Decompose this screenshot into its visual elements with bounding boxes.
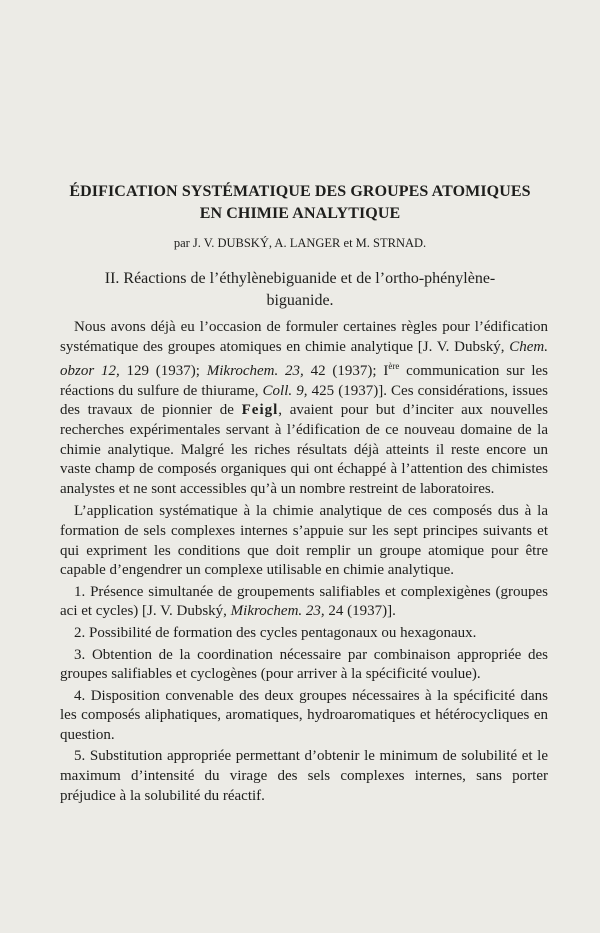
text-run: , avaient pour but d’inciter aux nouvelles recherches expérimentales servant à l’édification de ce nouveau domaine de la chimie analytique. Malgré les riches résultats déjà atteints il reste encore un vaste champ de composés organiques qui ont échappé à l’attention des chimistes analystes et ne sont accessibles qu’à un nombre restreint de laboratoires. — [60, 402, 548, 497]
paragraph-principles-intro: L’application systématique à la chimie analytique de ces composés dus à la formation de sels complexes internes s’appuie sur les sept principes suivants et qui expriment les conditions que doit remplir un groupe atomique pour être capable d’engendrer un complexe utilisable en chimie analytique. — [60, 503, 548, 579]
article-body — [60, 318, 548, 808]
journal-reference: Mikrochem. 23, — [206, 363, 304, 380]
author-name-emphasis: Feigl — [241, 402, 279, 419]
principle-item-5: 5. Substitution appropriée permettant d’obtenir le minimum de solubilité et le maximum d’intensité du virage des sels complexes internes, sans porter préjudice à la solubilité du réactif. — [60, 748, 548, 804]
journal-reference: Chem. obzor 12, — [60, 338, 548, 380]
title-line-2: EN CHIMIE ANALYTIQUE — [199, 205, 401, 222]
text-run: Nous avons déjà eu l’occasion de formuler certaines règles pour l’édification systématique des groupes atomiques en chimie analytique [J. V. Dubský, — [60, 319, 548, 355]
title-line-1: ÉDIFICATION SYSTÉMATIQUE DES GROUPES ATOMIQUES — [69, 183, 531, 200]
subtitle-line-2: biguanide. — [266, 292, 334, 309]
paragraph-intro — [60, 318, 548, 499]
text-run: 24 (1937)]. — [324, 603, 396, 620]
subtitle-line-1: II. Réactions de l’éthylènebiguanide et de l’ortho-phénylène- — [104, 270, 496, 287]
journal-reference: Coll. 9, — [262, 382, 308, 399]
principle-item-2: 2. Possibilité de formation des cycles pentagonaux ou hexagonaux. — [74, 624, 477, 641]
text-run: communication sur les réactions du sulfure de thiurame, — [60, 363, 548, 399]
principle-item-3: 3. Obtention de la coordination nécessaire par combinaison appropriée des groupes salifiables et cyclogènes (pour arriver à la spécificité voulue). — [60, 646, 548, 683]
text-run: 425 (1937)]. Ces considérations, issues des travaux de pionnier de — [60, 382, 549, 419]
journal-reference: Mikrochem. 23, — [230, 603, 325, 620]
principle-item-4: 4. Disposition convenable des deux groupes nécessaires à la spécificité dans les composés aliphatiques, aromatiques, hydroaromatiques et hétérocycliques en question. — [60, 687, 548, 743]
author-line: par J. V. DUBSKÝ, A. LANGER et M. STRNAD. — [173, 236, 427, 250]
text-run: 42 (1937); I — [303, 363, 389, 380]
section-subtitle — [60, 268, 540, 312]
text-run: 129 (1937); — [119, 363, 207, 380]
superscript: ère — [388, 361, 400, 372]
article-title — [60, 181, 540, 225]
principle-item-1 — [60, 583, 548, 622]
text-run: 1. Présence simultanée de groupements salifiables et complexigènes (groupes aci et cycles) [J. V. Dubský, — [60, 583, 548, 620]
